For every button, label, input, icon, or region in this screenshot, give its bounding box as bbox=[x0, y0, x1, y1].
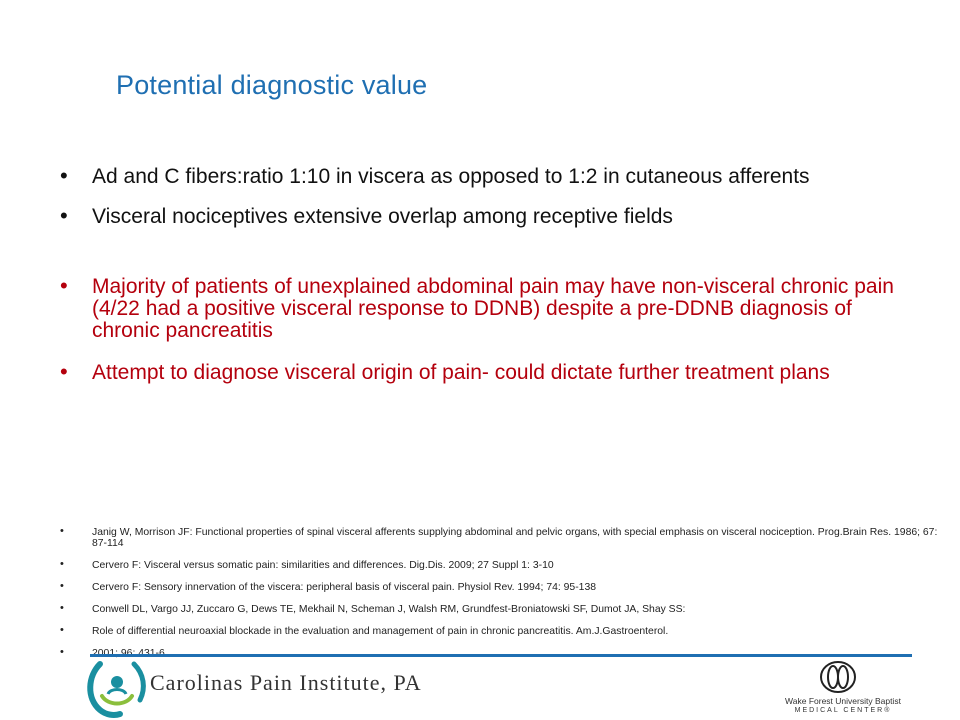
slide-title: Potential diagnostic value bbox=[116, 70, 428, 100]
bullet-icon: • bbox=[60, 273, 68, 298]
bullet-icon: • bbox=[60, 602, 64, 614]
bullet-icon: • bbox=[60, 646, 64, 658]
bullet-icon: • bbox=[60, 580, 64, 592]
bullet-icon: • bbox=[60, 203, 68, 228]
reference-text: Janig W, Morrison JF: Functional properties of spinal visceral afferents supplying abdominal and pelvic organs, with special emphasis on visceral nociception. Prog.Brain Res. 1986; 67: 87-114 bbox=[92, 527, 938, 549]
reference-item bbox=[60, 604, 940, 615]
reference-text: Cervero F: Visceral versus somatic pain: similarities and differences. Dig.Dis. 2009; 27 Suppl 1: 3-10 bbox=[92, 560, 554, 571]
bullet-icon: • bbox=[60, 359, 68, 384]
bullet-icon: • bbox=[60, 525, 64, 537]
bullet-icon: • bbox=[60, 558, 64, 570]
reference-item bbox=[60, 560, 940, 571]
footer-rule bbox=[90, 654, 912, 657]
carolinas-pain-institute-logo-icon bbox=[86, 658, 148, 720]
reference-text: Conwell DL, Vargo JJ, Zuccaro G, Dews TE, Mekhail N, Scheman J, Walsh RM, Grundfest-Broniatowski SF, Dumot JA, Shay SS: bbox=[92, 604, 686, 615]
bullet-text: Majority of patients of unexplained abdominal pain may have non-visceral chronic pain (4/22 had a positive visceral response to DDNB) despite a pre-DDNB diagnosis of chronic pancreatitis bbox=[92, 275, 894, 342]
bullet-item bbox=[60, 203, 920, 228]
bullet-text: Ad and C fibers:ratio 1:10 in viscera as opposed to 1:2 in cutaneous afferents bbox=[92, 165, 810, 188]
reference-item bbox=[60, 582, 940, 593]
wake-forest-subtitle: MEDICAL CENTER® bbox=[794, 707, 892, 714]
organization-name: Carolinas Pain Institute, PA bbox=[150, 670, 422, 695]
wake-forest-logo-icon bbox=[818, 660, 858, 694]
reference-text: Cervero F: Sensory innervation of the viscera: peripheral basis of visceral pain. Physiol Rev. 1994; 74: 95-138 bbox=[92, 582, 597, 593]
bullet-item bbox=[60, 163, 920, 188]
reference-text: Role of differential neuroaxial blockade in the evaluation and management of pain in chronic pancreatitis. Am.J.Gastroenterol. bbox=[92, 626, 669, 637]
bullet-item-highlight bbox=[60, 359, 920, 384]
bullet-item-highlight bbox=[60, 273, 920, 342]
bullet-icon: • bbox=[60, 624, 64, 636]
reference-item bbox=[60, 527, 940, 549]
reference-list bbox=[60, 527, 940, 670]
bullet-text: Visceral nociceptives extensive overlap among receptive fields bbox=[92, 205, 673, 228]
reference-item bbox=[60, 626, 940, 637]
bullet-text: Attempt to diagnose visceral origin of pain- could dictate further treatment plans bbox=[92, 361, 830, 384]
bullet-icon: • bbox=[60, 163, 68, 188]
wake-forest-name: Wake Forest University Baptist bbox=[785, 696, 901, 706]
bullet-list bbox=[60, 163, 920, 384]
